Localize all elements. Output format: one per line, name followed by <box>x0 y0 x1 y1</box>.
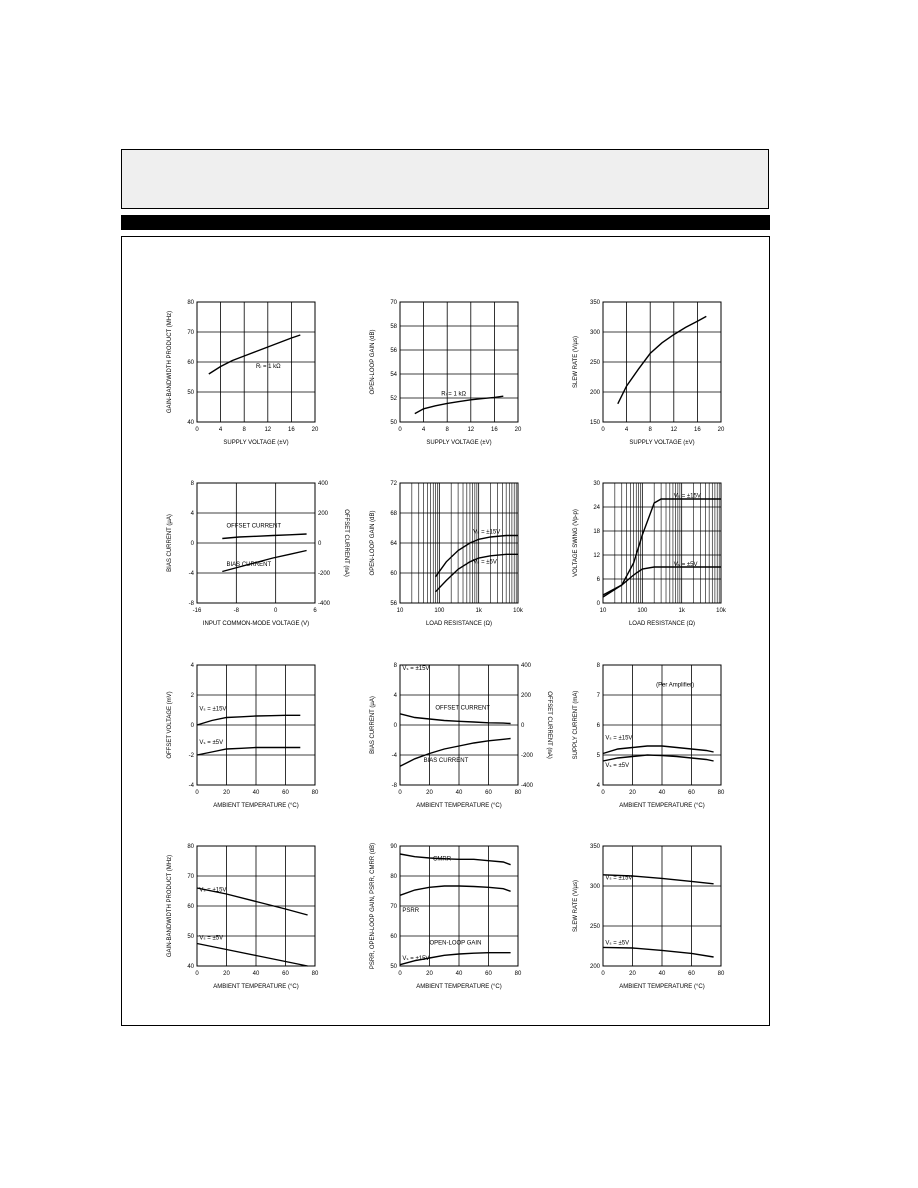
x-tick-label: 10 <box>396 608 404 614</box>
annotation-label: Rₗ = 1 kΩ <box>441 391 466 398</box>
chart-psrr-cmrr-vs-temp <box>370 843 522 990</box>
y-tick-label: 50 <box>187 390 194 396</box>
series-line-0 <box>209 335 300 374</box>
y-tick-label: 70 <box>187 874 194 880</box>
annotation-label: Vₛ = ±5V <box>605 763 630 769</box>
x-tick-label: 8 <box>445 427 449 433</box>
y-axis-label: SLEW RATE (V/µs) <box>573 335 579 389</box>
x-tick-label: 80 <box>514 971 522 977</box>
y-axis-label: VOLTAGE SWING (Vp-p) <box>573 509 579 577</box>
x-tick-label: 80 <box>717 790 725 796</box>
x-tick-label: 0 <box>398 790 402 796</box>
annotation-label: OPEN-LOOP GAIN <box>429 940 482 947</box>
annotation-label: Vₛ = ±5V <box>605 940 630 947</box>
y-tick-label: 70 <box>187 330 194 336</box>
y-tick-label: 64 <box>390 541 397 547</box>
series-line-0 <box>222 534 306 539</box>
y-axis-label: SLEW RATE (V/µs) <box>573 879 579 933</box>
x-axis-label: LOAD RESISTANCE (Ω) <box>425 621 493 627</box>
y-tick-label: 24 <box>593 505 600 511</box>
x-tick-label: 4 <box>624 427 629 433</box>
y-tick-label: 52 <box>390 396 397 402</box>
x-tick-label: 12 <box>264 427 272 433</box>
annotation-label: Vₛ = ±15V <box>673 493 701 500</box>
annotation-label: Vₛ = ±15V <box>199 706 227 713</box>
y-tick-label: -8 <box>391 783 397 789</box>
y-tick-label: 4 <box>393 693 397 699</box>
y-tick-label: 4 <box>596 783 600 789</box>
x-tick-label: 100 <box>434 608 445 614</box>
y-tick-label: 6 <box>596 577 600 583</box>
x-tick-label: 16 <box>491 427 498 433</box>
annotation-label: Vₛ = ±15V <box>473 529 501 536</box>
x-tick-label: 0 <box>195 971 199 977</box>
chart-slew-vs-supply <box>573 300 725 446</box>
y-tick-label: 250 <box>589 360 600 366</box>
x-tick-label: 60 <box>282 790 289 796</box>
x-tick-label: 40 <box>658 790 666 796</box>
y-tick-label: 60 <box>187 904 194 910</box>
x-axis-label: AMBIENT TEMPERATURE (°C) <box>619 984 705 990</box>
y2-tick-label: 400 <box>318 481 329 487</box>
x-axis-label: SUPPLY VOLTAGE (±V) <box>426 440 492 446</box>
y-tick-label: 7 <box>596 693 600 699</box>
x-tick-label: -16 <box>192 608 202 614</box>
y-tick-label: 70 <box>390 300 397 306</box>
y-axis-label: BIAS CURRENT (µA) <box>370 696 376 754</box>
x-axis-label: AMBIENT TEMPERATURE (°C) <box>213 803 299 809</box>
y-tick-label: 54 <box>390 372 397 378</box>
x-tick-label: 1k <box>678 608 685 614</box>
series-label: OFFSET CURRENT <box>226 523 282 530</box>
series-line-0 <box>197 715 300 725</box>
series-line-1 <box>400 886 511 895</box>
series-line-1 <box>603 947 714 957</box>
y-tick-label: 4 <box>190 511 194 517</box>
annotation-label: Rₗ = 1 kΩ <box>256 364 281 370</box>
x-tick-label: 80 <box>717 971 725 977</box>
annotation-label: Vₛ = ±5V <box>199 935 224 942</box>
x-axis-label: SUPPLY VOLTAGE (±V) <box>629 440 695 446</box>
y-tick-label: 68 <box>390 511 397 517</box>
x-axis-label: LOAD RESISTANCE (Ω) <box>628 621 696 627</box>
y-tick-label: 50 <box>390 964 397 970</box>
y-axis-label: OPEN-LOOP GAIN (dB) <box>370 510 376 576</box>
x-tick-label: 60 <box>485 790 492 796</box>
y-tick-label: 18 <box>593 529 600 535</box>
y-tick-label: 2 <box>190 693 194 699</box>
y2-tick-label: -400 <box>521 783 534 789</box>
x-tick-label: 0 <box>601 427 605 433</box>
chart-supply-current-vs-temp <box>573 663 725 809</box>
x-axis-label: AMBIENT TEMPERATURE (°C) <box>416 803 502 809</box>
y2-tick-label: -400 <box>318 601 331 607</box>
y-tick-label: 60 <box>390 571 397 577</box>
x-tick-label: 10k <box>513 608 523 614</box>
y-tick-label: 250 <box>589 924 600 930</box>
y-tick-label: 200 <box>589 964 600 970</box>
plot-frame <box>400 302 518 422</box>
x-tick-label: 20 <box>223 790 230 796</box>
y2-tick-label: 200 <box>521 693 532 699</box>
annotation-label: Vₛ = ±15V <box>605 875 633 882</box>
series-label: OFFSET CURRENT <box>435 705 490 712</box>
series-line-0 <box>415 396 504 413</box>
y-tick-label: 0 <box>596 601 600 607</box>
series-line-1 <box>197 944 308 967</box>
y-tick-label: 80 <box>187 300 194 306</box>
y-tick-label: -8 <box>188 601 194 607</box>
annotation-label: CMRR <box>433 856 452 863</box>
y-tick-label: 300 <box>589 330 600 336</box>
x-tick-label: 100 <box>637 608 648 614</box>
y-axis-label: PSRR, OPEN-LOOP GAIN, PSRR, CMRR (dB) <box>370 842 376 970</box>
y-axis-label: OFFSET VOLTAGE (mV) <box>167 691 173 759</box>
x-tick-label: 60 <box>282 971 289 977</box>
annotation-label: (Per Amplifier) <box>656 682 695 689</box>
x-tick-label: 4 <box>218 427 223 433</box>
x-tick-label: 40 <box>658 971 666 977</box>
y-tick-label: -4 <box>188 783 194 789</box>
x-tick-label: 60 <box>688 971 695 977</box>
y-tick-label: 40 <box>187 964 194 970</box>
y-tick-label: 90 <box>390 844 397 850</box>
x-tick-label: 60 <box>688 790 695 796</box>
y-tick-label: 12 <box>593 553 600 559</box>
y-tick-label: 72 <box>390 481 397 487</box>
annotation-label: Vₛ = ±5V <box>673 561 698 568</box>
x-tick-label: 0 <box>601 790 605 796</box>
chart-bias-vs-cm <box>167 481 349 627</box>
y-tick-label: -2 <box>188 753 194 759</box>
x-tick-label: 8 <box>242 427 246 433</box>
x-tick-label: 20 <box>311 427 319 433</box>
y2-tick-label: 400 <box>521 663 532 669</box>
y-tick-label: 56 <box>390 348 397 354</box>
y-tick-label: 8 <box>393 663 397 669</box>
x-tick-label: 20 <box>629 971 636 977</box>
y-tick-label: 60 <box>187 360 194 366</box>
y-axis-label: GAIN-BANDWIDTH PRODUCT (MHz) <box>167 854 173 958</box>
series-line-1 <box>197 748 300 756</box>
y-tick-label: -4 <box>391 753 397 759</box>
annotation-label: Vₛ = ±15V <box>402 956 430 962</box>
annotation-label: Vₛ = ±15V <box>199 887 227 894</box>
x-tick-label: 10 <box>599 608 607 614</box>
x-tick-label: 60 <box>485 971 492 977</box>
series-line-0 <box>618 316 707 403</box>
x-tick-label: 40 <box>455 790 463 796</box>
series-line-0 <box>603 499 721 597</box>
annotation-label: PSRR <box>402 908 420 914</box>
x-tick-label: 0 <box>273 608 278 614</box>
chart-aol-vs-load <box>370 481 524 627</box>
chart-gbw-vs-supply <box>167 300 319 446</box>
y-tick-label: 6 <box>596 723 600 729</box>
y-axis-label: GAIN-BANDWIDTH PRODUCT (MHz) <box>167 310 173 414</box>
y2-tick-label: -200 <box>521 753 534 759</box>
x-axis-label: AMBIENT TEMPERATURE (°C) <box>416 984 502 990</box>
x-tick-label: 12 <box>467 427 475 433</box>
x-tick-label: 40 <box>252 790 260 796</box>
x-tick-label: 0 <box>398 427 402 433</box>
x-tick-label: 10k <box>716 608 726 614</box>
y2-tick-label: -200 <box>318 571 331 577</box>
y-tick-label: 0 <box>393 723 397 729</box>
y-tick-label: 0 <box>190 723 194 729</box>
y-tick-label: 40 <box>187 420 194 426</box>
x-tick-label: 20 <box>223 971 230 977</box>
y-tick-label: 350 <box>589 844 600 850</box>
x-tick-label: -8 <box>233 608 240 614</box>
x-tick-label: 4 <box>421 427 426 433</box>
x-tick-label: 40 <box>252 971 260 977</box>
chart-aol-vs-supply <box>370 300 522 446</box>
chart-swing-vs-load <box>573 481 727 627</box>
series-line-1 <box>603 755 714 761</box>
y-tick-label: 50 <box>187 934 194 940</box>
series-line-1 <box>603 567 721 595</box>
x-tick-label: 80 <box>311 971 319 977</box>
series-line-0 <box>400 714 511 724</box>
x-tick-label: 16 <box>694 427 701 433</box>
y2-tick-label: 0 <box>521 723 525 729</box>
y2-tick-label: 200 <box>318 511 329 517</box>
y-tick-label: 350 <box>589 300 600 306</box>
y-tick-label: 70 <box>390 904 397 910</box>
y-tick-label: 80 <box>187 844 194 850</box>
annotation-label: Vₛ = ±15V <box>402 665 430 672</box>
x-axis-label: AMBIENT TEMPERATURE (°C) <box>619 803 705 809</box>
y2-axis-label: OFFSET CURRENT (nA) <box>343 509 349 577</box>
x-axis-label: SUPPLY VOLTAGE (±V) <box>223 440 289 446</box>
x-tick-label: 1k <box>475 608 482 614</box>
y-tick-label: 200 <box>589 390 600 396</box>
x-tick-label: 20 <box>514 427 522 433</box>
y-tick-label: 5 <box>596 753 600 759</box>
y-tick-label: 4 <box>190 663 194 669</box>
y-tick-label: 56 <box>390 601 397 607</box>
y-tick-label: 80 <box>390 874 397 880</box>
x-axis-label: AMBIENT TEMPERATURE (°C) <box>213 984 299 990</box>
y-tick-label: -4 <box>188 571 194 577</box>
y-tick-label: 0 <box>190 541 194 547</box>
y-tick-label: 300 <box>589 884 600 890</box>
annotation-label: Vₛ = ±5V <box>473 559 497 566</box>
x-tick-label: 80 <box>514 790 522 796</box>
x-tick-label: 6 <box>313 608 317 614</box>
chart-bias-vs-temp <box>370 663 552 809</box>
y-axis-label: BIAS CURRENT (µA) <box>167 514 173 572</box>
x-tick-label: 20 <box>629 790 636 796</box>
series-label: BIAS CURRENT <box>423 758 469 765</box>
chart-vos-vs-temp <box>167 663 319 809</box>
y-tick-label: 50 <box>390 420 397 426</box>
y2-tick-label: 0 <box>318 541 322 547</box>
x-tick-label: 16 <box>288 427 295 433</box>
series-line-0 <box>400 854 511 865</box>
x-tick-label: 20 <box>717 427 725 433</box>
y-axis-label: OPEN-LOOP GAIN (dB) <box>370 329 376 395</box>
y-tick-label: 60 <box>390 934 397 940</box>
x-tick-label: 0 <box>601 971 605 977</box>
x-tick-label: 80 <box>311 790 319 796</box>
y-tick-label: 150 <box>589 420 600 426</box>
x-tick-label: 20 <box>426 790 433 796</box>
y2-axis-label: OFFSET CURRENT (nA) <box>546 691 552 759</box>
x-tick-label: 0 <box>195 427 199 433</box>
x-tick-label: 20 <box>426 971 433 977</box>
annotation-label: Vₛ = ±5V <box>199 740 224 747</box>
y-tick-label: 58 <box>390 324 397 330</box>
x-axis-label: INPUT COMMON-MODE VOLTAGE (V) <box>202 621 310 627</box>
y-axis-label: SUPPLY CURRENT (mA) <box>573 690 579 760</box>
series-label: BIAS CURRENT <box>226 561 272 568</box>
x-tick-label: 40 <box>455 971 463 977</box>
y-tick-label: 8 <box>190 481 194 487</box>
y-tick-label: 30 <box>593 481 600 487</box>
y-tick-label: 8 <box>596 663 600 669</box>
x-tick-label: 8 <box>648 427 652 433</box>
x-tick-label: 0 <box>195 790 199 796</box>
chart-slew-vs-temp <box>573 844 725 990</box>
annotation-label: Vₛ = ±15V <box>605 735 633 742</box>
chart-gbw-vs-temp <box>167 844 319 990</box>
series-line-0 <box>603 746 714 754</box>
x-tick-label: 12 <box>670 427 678 433</box>
x-tick-label: 0 <box>398 971 402 977</box>
